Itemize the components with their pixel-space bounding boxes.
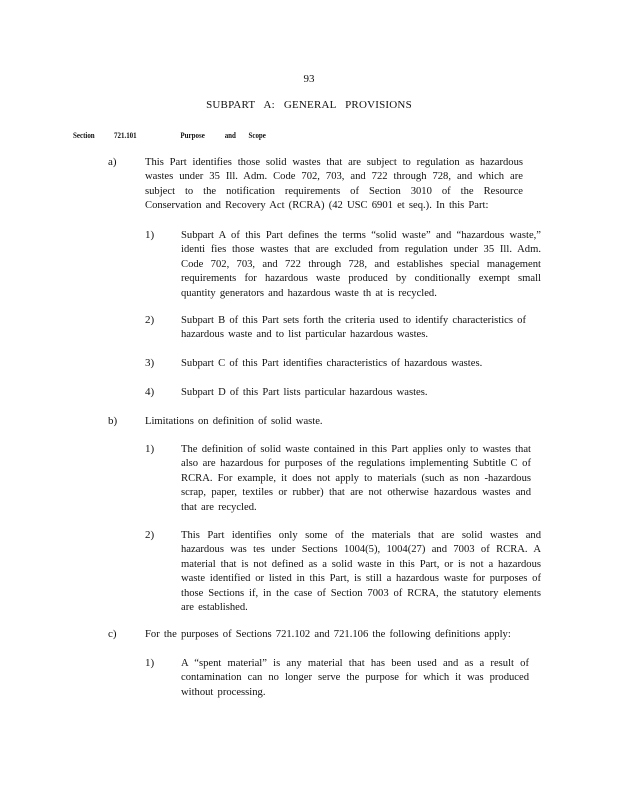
section-label: Section bbox=[73, 130, 95, 140]
subsection-c-item-1-text: A “spent material” is any material that has been used and as a result of contamination can no longer serve the purpose for which it was produced without processing. bbox=[181, 658, 529, 698]
subsection-a-text: This Part identifies those solid wastes that are subject to regulation as hazardous wastes under 35 Ill. Adm. Code 702, 703, and 722 through 728, and which are subject to the notification requirements of Section 3010 of the Resource Conservation and Recovery Act (RCRA) (42 USC 6901 et seq.). In this Part: bbox=[145, 157, 523, 212]
subsection-b-label: b) bbox=[108, 415, 118, 427]
subsection-b-text: Limitations on definition of solid waste. bbox=[145, 416, 323, 427]
page-number: 93 bbox=[303, 73, 315, 85]
section-title-word-2: and bbox=[224, 130, 236, 140]
subsection-a-item-1-text: Subpart A of this Part defines the terms “solid waste” and “hazardous waste,” identi fies those wastes that are excluded from regulation under 35 Ill. Adm. Code 702, 703, and 722 through 728, and establishes special management requirements for hazardous waste produced by conditionally exempt small quantity generators and hazardous waste th at is recycled. bbox=[181, 230, 541, 299]
subsection-b-item-2-label: 2) bbox=[145, 529, 155, 541]
section-title-word-1: Purpose bbox=[180, 130, 205, 140]
section-number: 721.101 bbox=[114, 130, 137, 140]
subsection-c-text: For the purposes of Sections 721.102 and 721.106 the following definitions apply: bbox=[145, 629, 511, 640]
subsection-a-label: a) bbox=[108, 156, 117, 168]
subsection-a-item-4-label: 4) bbox=[145, 386, 155, 398]
subsection-b-item-2-text: This Part identifies only some of the materials that are solid wastes and hazardous was tes under Sections 1004(5), 1004(27) and 7003 of RCRA. A material that is not defined as a solid waste in this Part, or is not a hazardous waste identified or listed in this Part, is still a hazardous waste for purposes of those Sections if, in the case of Section 7003 of RCRA, the statutory elements are established. bbox=[181, 530, 541, 614]
subpart-title: SUBPART A: GENERAL PROVISIONS bbox=[206, 99, 412, 111]
subsection-a-item-4-text: Subpart D of this Part lists particular hazardous wastes. bbox=[181, 387, 428, 398]
subsection-b-item-1-label: 1) bbox=[145, 443, 155, 455]
section-title-word-3: Scope bbox=[248, 130, 266, 140]
subsection-a-item-3-label: 3) bbox=[145, 357, 155, 369]
subsection-a-item-2-text: Subpart B of this Part sets forth the criteria used to identify characteristics of hazardous waste and to list particular hazardous wastes. bbox=[181, 315, 526, 341]
subsection-a-item-2-label: 2) bbox=[145, 314, 155, 326]
subsection-c-item-1-label: 1) bbox=[145, 657, 155, 669]
subsection-a-item-1-label: 1) bbox=[145, 229, 155, 241]
subsection-b-item-1-text: The definition of solid waste contained in this Part applies only to wastes that also are hazardous for purposes of the regulations implementing Subtitle C of RCRA. For example, it does not apply to materials (such as non -hazardous scrap, paper, textiles or rubber) that are not otherwise hazardous wastes and that are recycled. bbox=[181, 444, 531, 513]
subsection-c-label: c) bbox=[108, 628, 117, 640]
subsection-a-item-3-text: Subpart C of this Part identifies characteristics of hazardous wastes. bbox=[181, 358, 483, 369]
